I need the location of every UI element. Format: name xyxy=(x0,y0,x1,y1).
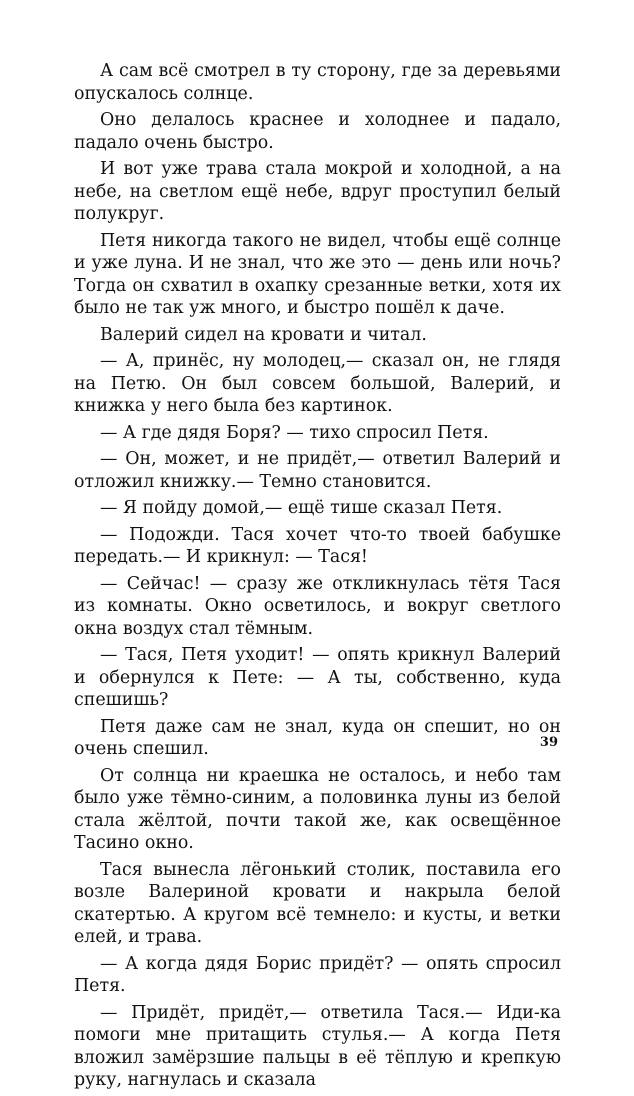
paragraph: От солнца ни краешка не осталось, и небо там было уже тёмно-синим, а половинка луны из белой стала жёлтой, почти такой же, как освещённое Тасино окно. xyxy=(74,765,561,853)
paragraph: — А где дядя Боря? — тихо спросил Петя. xyxy=(100,422,489,443)
paragraph: — Подожди. Тася хочет что-то твоей бабушке передать.— И крикнул: — Тася! xyxy=(74,524,561,567)
paragraph: Петя никогда такого не видел, чтобы ещё солнце и уже луна. И не знал, что же это — день или ночь? Тогда он схватил в охапку срезанные ветки, хотя их было не так уж много, и быстро пошёл к даче. xyxy=(74,230,561,318)
page-number: 39 xyxy=(539,735,558,750)
page-body xyxy=(74,60,561,1096)
paragraph: А сам всё смотрел в ту сторону, где за деревьями опускалось солнце. xyxy=(74,61,561,104)
paragraph: И вот уже трава стала мокрой и холодной, а на небе, на светлом ещё небе, вдруг проступил белый полукруг. xyxy=(74,159,561,224)
paragraph: — Придёт, придёт,— ответила Тася.— Иди-ка помоги мне притащить стулья.— А когда Петя вложил замёрзшие пальцы в её тёплую и крепкую руку, нагнулась и сказала xyxy=(74,1002,561,1090)
paragraph: — А когда дядя Борис придёт? — опять спросил Петя. xyxy=(74,953,561,996)
paragraph: Оно делалось краснее и холоднее и падало, падало очень быстро. xyxy=(74,110,561,153)
paragraph: — Сейчас! — сразу же откликнулась тётя Тася из комнаты. Окно осветилось, и вокруг светлого окна воздух стал тёмным. xyxy=(74,573,561,639)
paragraph: — Я пойду домой,— ещё тише сказал Петя. xyxy=(100,498,503,518)
paragraph: — Тася, Петя уходит! — опять крикнул Валерий и обернулся к Пете: — А ты, собственно, куда спешишь? xyxy=(74,645,561,710)
paragraph: Тася вынесла лёгонький столик, поставила его возле Валериной кровати и накрыла белой скатертью. А кругом всё темнело: и кусты, и ветки елей, и трава. xyxy=(74,859,561,947)
paragraph: — Он, может, и не придёт,— ответил Валерий и отложил книжку.— Темно становится. xyxy=(74,449,561,492)
paragraph: Валерий сидел на кровати и читал. xyxy=(100,324,427,345)
paragraph: Петя даже сам не знал, куда он спешит, но он очень спешил. xyxy=(74,716,561,759)
paragraph: — А, принёс, ну молодец,— сказал он, не глядя на Петю. Он был совсем большой, Валерий, и книжка у него была без картинок. xyxy=(74,351,561,416)
